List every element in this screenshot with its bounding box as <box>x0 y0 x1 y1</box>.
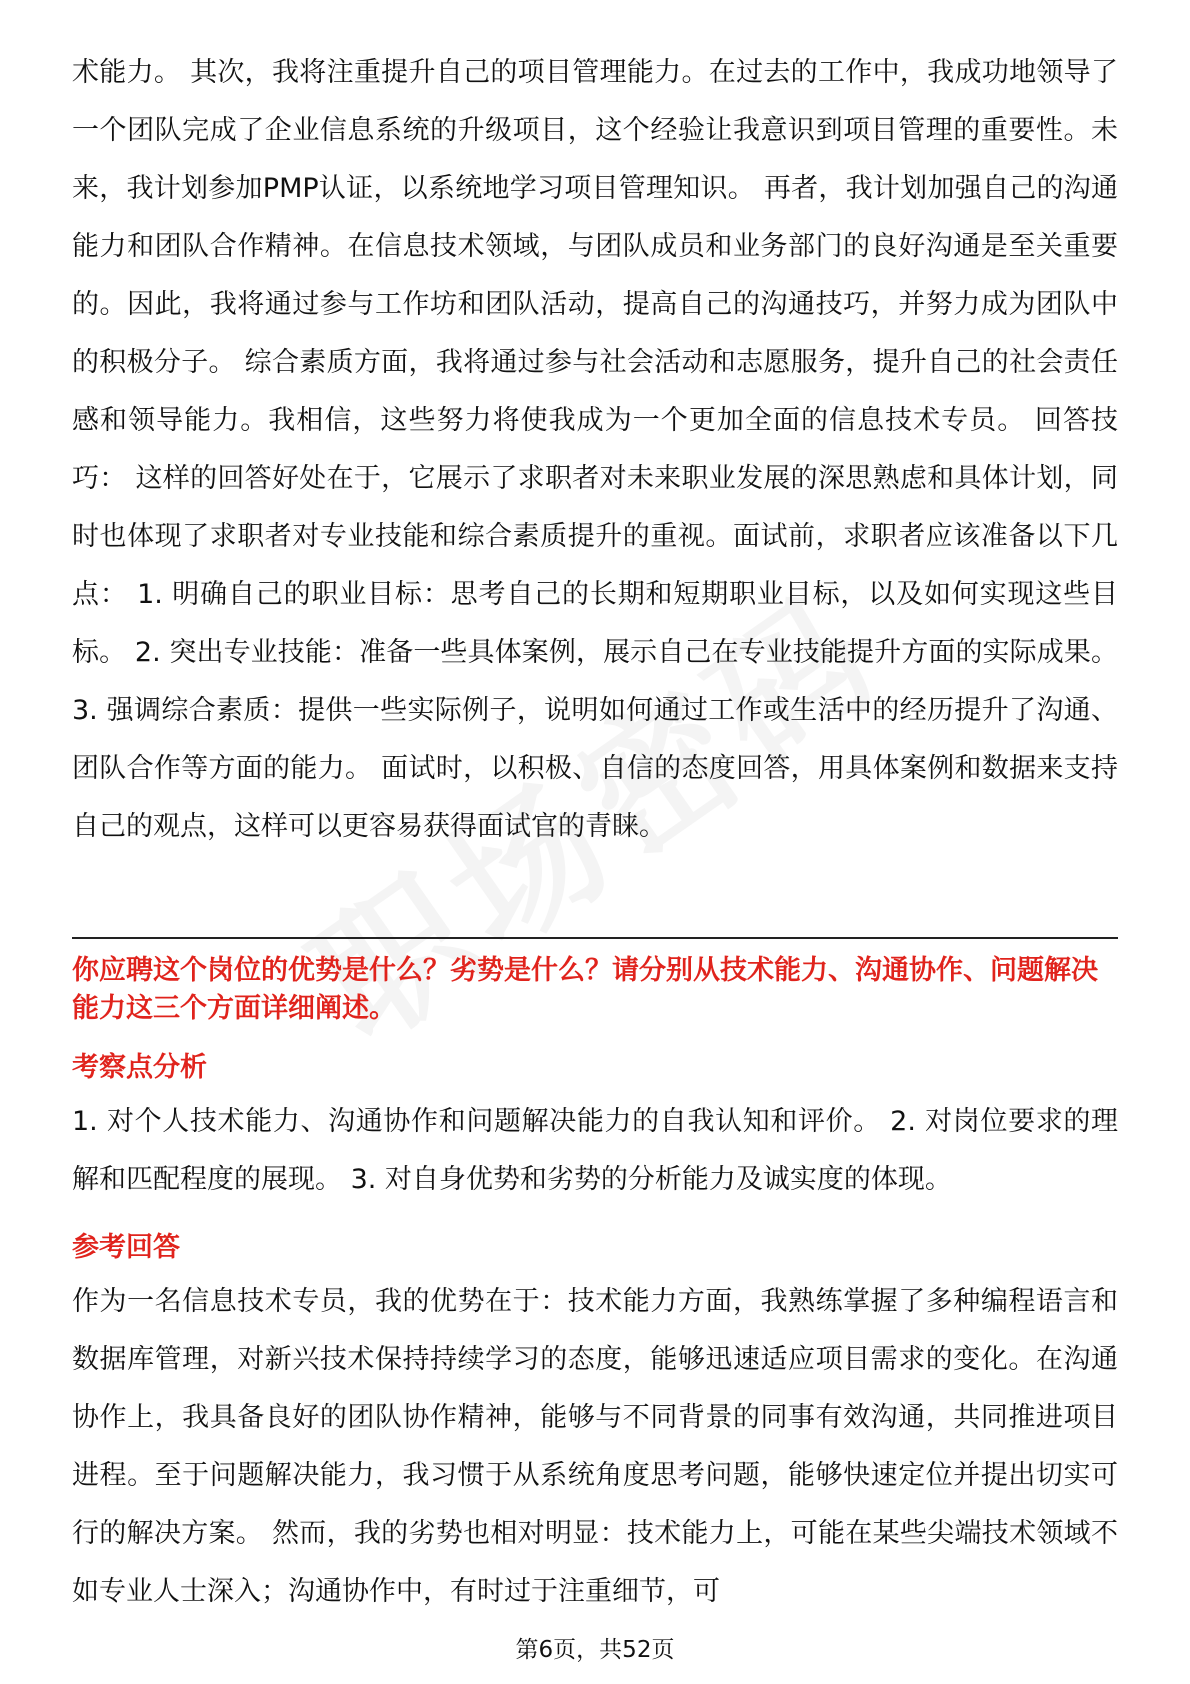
section-divider <box>72 937 1118 939</box>
answer-heading: 参考回答 <box>72 1232 180 1263</box>
answer-text: 作为一名信息技术专员，我的优势在于：技术能力方面，我熟练掌握了多种编程语言和数据库管理，对新兴技术保持持续学习的态度，能够迅速适应项目需求的变化。在沟通协作上，我具备良好的团队协作精神，能够与不同背景的同事有效沟通，共同推进项目进程。至于问题解决能力，我习惯于从系统角度思考问题，能够快速定位并提出切实可行的解决方案。 然而，我的劣势也相对明显：技术能力上，可能在某些尖端技术领域不如专业人士深入；沟通协作中，有时过于注重细节，可 <box>72 1286 1118 1607</box>
question-heading: 你应聘这个岗位的优势是什么？劣势是什么？请分别从技术能力、沟通协作、问题解决能力这三个方面详细阐述。 <box>72 955 1098 1024</box>
page-number: 第6页，共52页 <box>515 1637 675 1663</box>
analysis-heading: 考察点分析 <box>72 1052 207 1083</box>
analysis-text: 1. 对个人技术能力、沟通协作和问题解决能力的自我认知和评价。 2. 对岗位要求的理解和匹配程度的展现。 3. 对自身优势和劣势的分析能力及诚实度的体现。 <box>72 1106 1118 1195</box>
previous-answer-text: 术能力。 其次，我将注重提升自己的项目管理能力。在过去的工作中，我成功地领导了一个团队完成了企业信息系统的升级项目，这个经验让我意识到项目管理的重要性。未来，我计划参加PMP认证，以系统地学习项目管理知识。 再者，我计划加强自己的沟通能力和团队合作精神。在信息技术领域，与团队成员和业务部门的良好沟通是至关重要的。因此，我将通过参与工作坊和团队活动，提高自己的沟通技巧，并努力成为团队中的积极分子。 综合素质方面，我将通过参与社会活动和志愿服务，提升自己的社会责任感和领导能力。我相信，这些努力将使我成为一个更加全面的信息技术专员。 回答技巧： 这样的回答好处在于，它展示了求职者对未来职业发展的深思熟虑和具体计划，同时也体现了求职者对专业技能和综合素质提升的重视。面试前，求职者应该准备以下几点： 1. 明确自己的职业目标：思考自己的长期和短期职业目标，以及如何实现这些目标。 2. 突出专业技能：准备一些具体案例，展示自己在专业技能提升方面的实际成果。 3. 强调综合素质：提供一些实际例子，说明如何通过工作或生活中的经历提升了沟通、团队合作等方面的能力。 面试时，以积极、自信的态度回答，用具体案例和数据来支持自己的观点，这样可以更容易获得面试官的青睐。 <box>72 57 1118 842</box>
